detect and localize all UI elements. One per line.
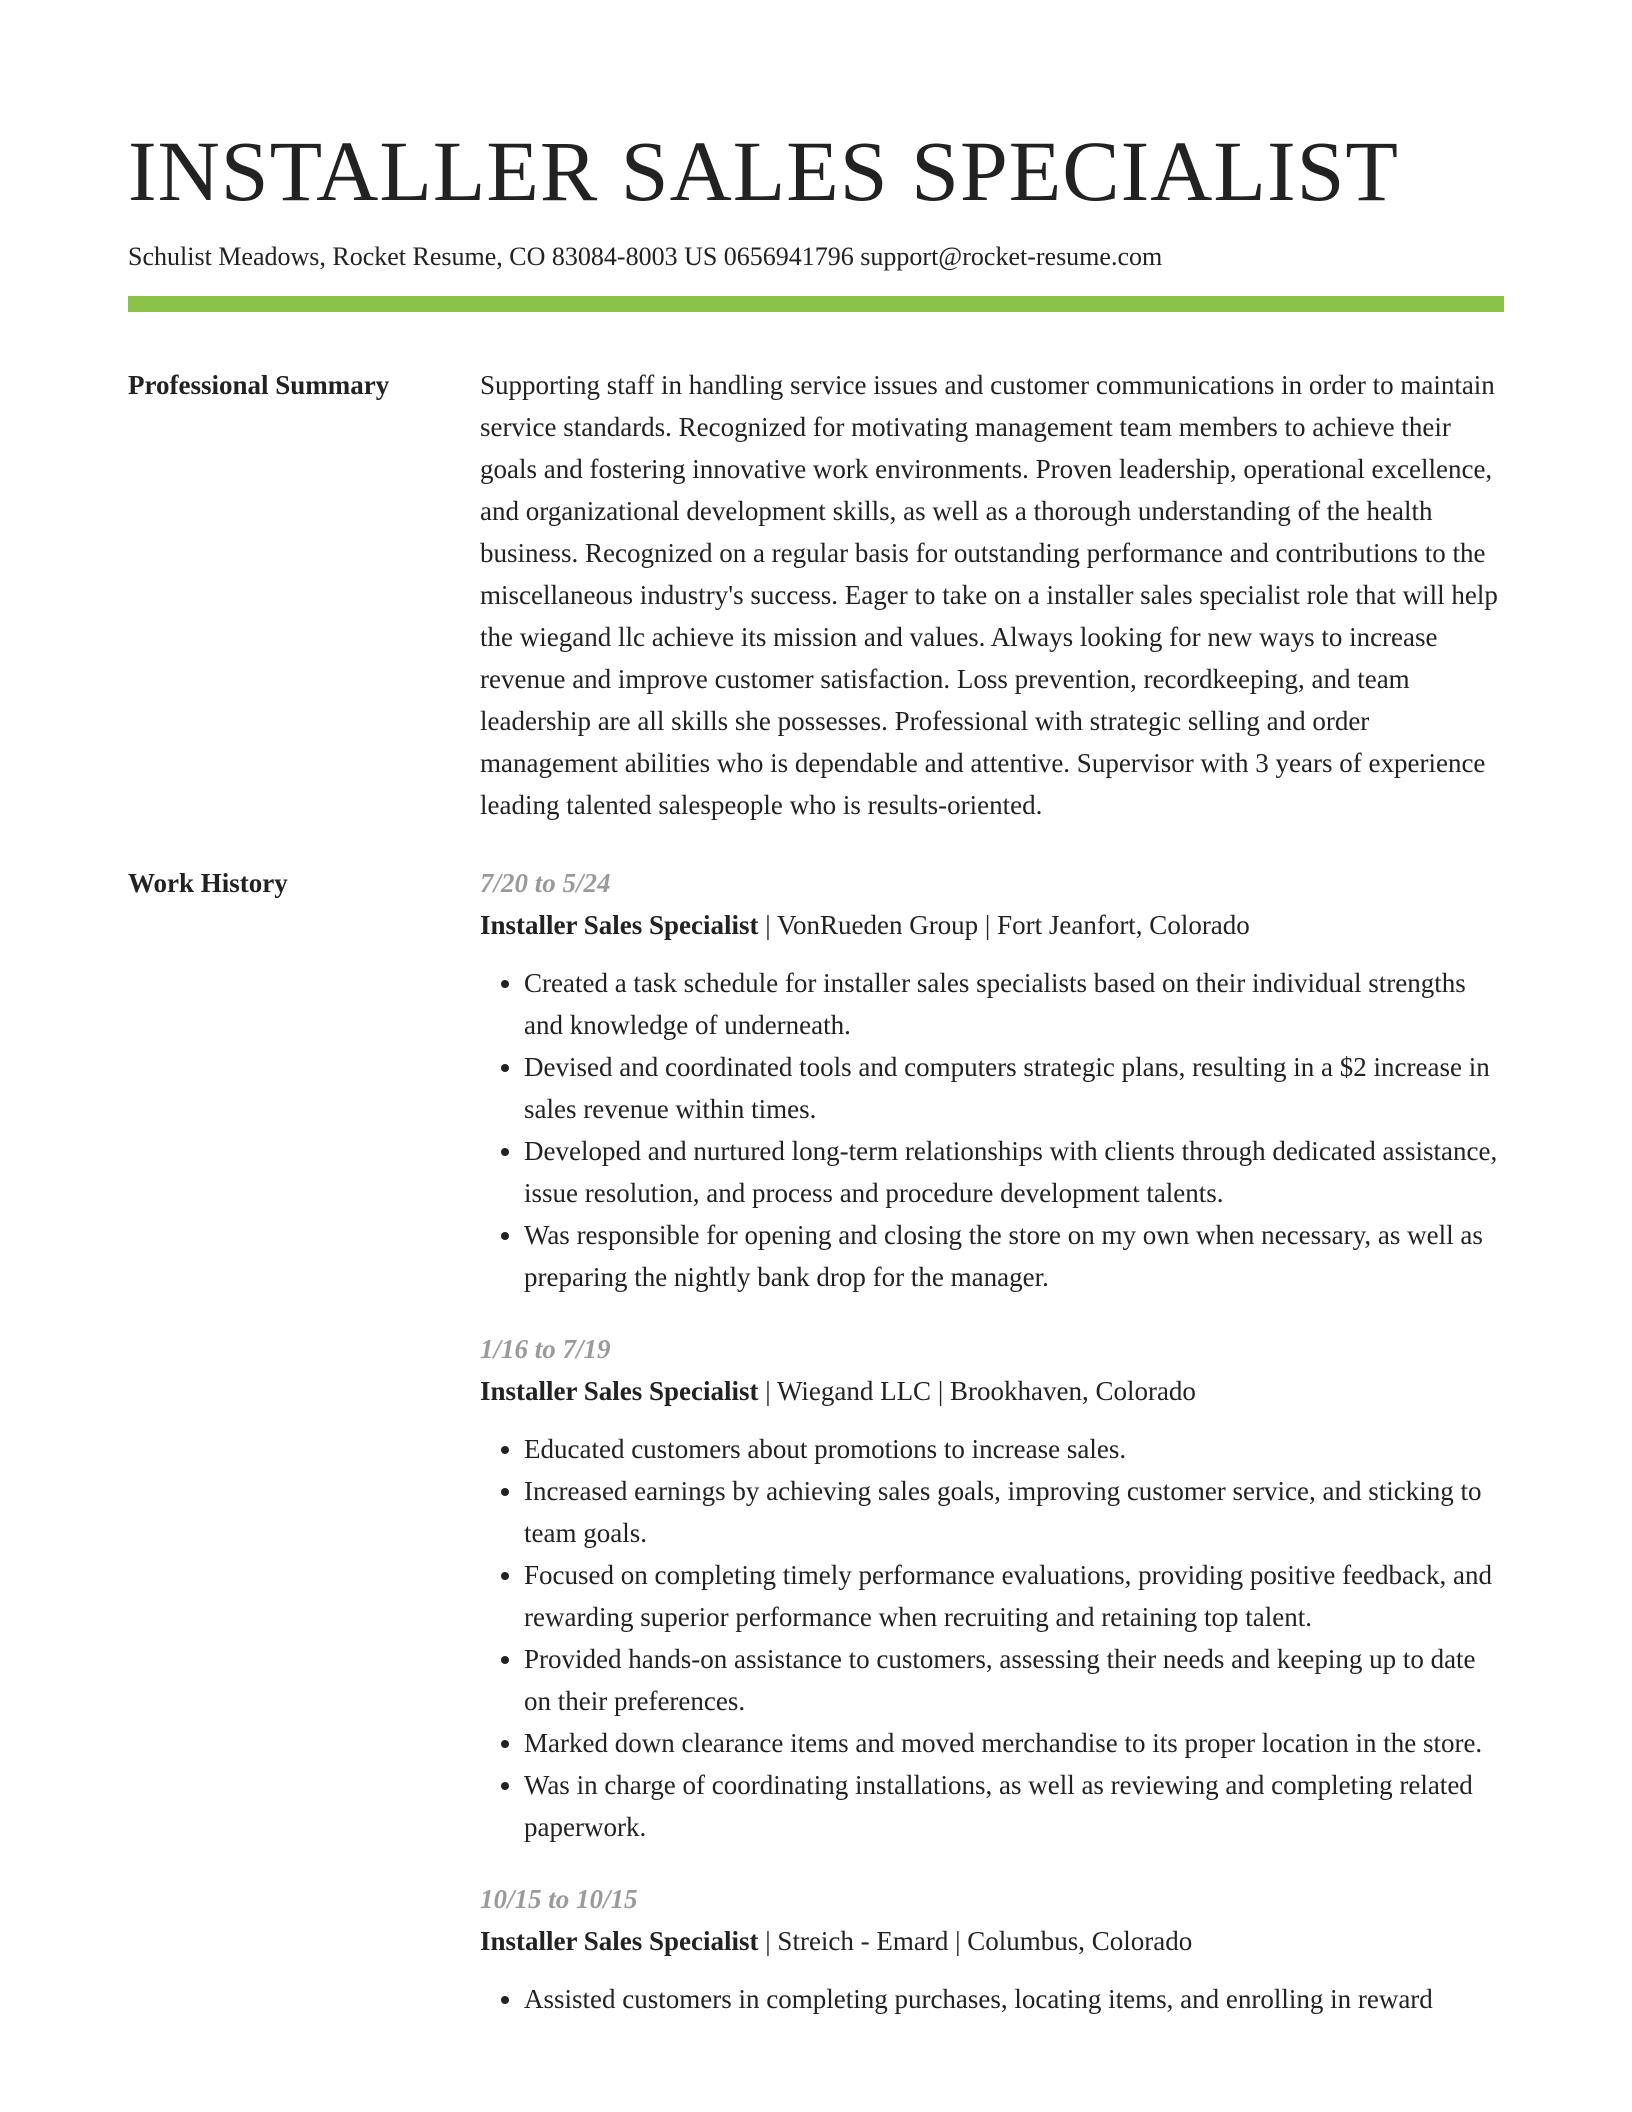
job-bullet: • Was in charge of coordinating installations, as well as reviewing and completing related paperwork. — [524, 1764, 1504, 1848]
job-entry — [480, 1878, 1504, 2020]
job-company-location: | Wiegand LLC | Brookhaven, Colorado — [758, 1376, 1196, 1406]
job-bullet: • Assisted customers in completing purchases, locating items, and enrolling in reward — [524, 1978, 1504, 2020]
job-bullets — [480, 1978, 1504, 2020]
section-heading-summary: Professional Summary — [128, 370, 390, 400]
job-bullet: • Developed and nurtured long-term relationships with clients through dedicated assistance, issue resolution, and process and procedure development talents. — [524, 1130, 1504, 1214]
work-history-body — [480, 862, 1504, 2020]
job-bullets — [480, 1428, 1504, 1848]
job-bullet: • Created a task schedule for installer sales specialists based on their individual strengths and knowledge of underneath. — [524, 962, 1504, 1046]
job-bullet: • Increased earnings by achieving sales goals, improving customer service, and sticking to team goals. — [524, 1470, 1504, 1554]
job-dates: 1/16 to 7/19 — [480, 1334, 611, 1364]
summary-text: Supporting staff in handling service issues and customer communications in order to maintain service standards. Recognized for motivating management team members to achieve their goals and fostering innovative work environments. Proven leadership, operational excellence, and organizational development skills, as well as a thorough understanding of the health business. Recognized on a regular basis for outstanding performance and contributions to the miscellaneous industry's success. Eager to take on a installer sales specialist role that will help the wiegand llc achieve its mission and values. Always looking for new ways to increase revenue and improve customer satisfaction. Loss prevention, recordkeeping, and team leadership are all skills she possesses. Professional with strategic selling and order management abilities who is dependable and attentive. Supervisor with 3 years of experience leading talented salespeople who is results-oriented. — [480, 370, 1498, 820]
work-history-section — [128, 862, 1504, 2020]
job-dates: 7/20 to 5/24 — [480, 868, 611, 898]
job-company-location: | Streich - Emard | Columbus, Colorado — [758, 1926, 1193, 1956]
job-title-line — [480, 1920, 1504, 1962]
job-title-line — [480, 1370, 1504, 1412]
job-title-line — [480, 904, 1504, 946]
job-entry — [480, 862, 1504, 1298]
job-bullets — [480, 962, 1504, 1298]
contact-info: Schulist Meadows, Rocket Resume, CO 83084-8003 US 0656941796 support@rocket-resume.com — [128, 242, 1163, 271]
summary-body — [480, 364, 1504, 826]
resume-page — [128, 0, 1504, 2020]
job-title: Installer Sales Specialist — [480, 910, 759, 940]
job-dates: 10/15 to 10/15 — [480, 1884, 638, 1914]
header-divider — [128, 296, 1504, 312]
job-bullet: • Focused on completing timely performance evaluations, providing positive feedback, and rewarding superior performance when recruiting and retaining top talent. — [524, 1554, 1504, 1638]
professional-summary-section — [128, 364, 1504, 826]
job-bullet: • Was responsible for opening and closing the store on my own when necessary, as well as preparing the nightly bank drop for the manager. — [524, 1214, 1504, 1298]
job-bullet: • Marked down clearance items and moved merchandise to its proper location in the store. — [524, 1722, 1504, 1764]
job-bullet: • Educated customers about promotions to increase sales. — [524, 1428, 1504, 1470]
job-title: Installer Sales Specialist — [480, 1926, 759, 1956]
job-bullet: • Devised and coordinated tools and computers strategic plans, resulting in a $2 increase in sales revenue within times. — [524, 1046, 1504, 1130]
job-entry — [480, 1328, 1504, 1848]
job-company-location: | VonRueden Group | Fort Jeanfort, Colorado — [758, 910, 1250, 940]
resume-name-title: INSTALLER SALES SPECIALIST — [128, 123, 1399, 219]
section-heading-work-history: Work History — [128, 868, 288, 898]
job-title: Installer Sales Specialist — [480, 1376, 759, 1406]
job-bullet: • Provided hands-on assistance to customers, assessing their needs and keeping up to date on their preferences. — [524, 1638, 1504, 1722]
